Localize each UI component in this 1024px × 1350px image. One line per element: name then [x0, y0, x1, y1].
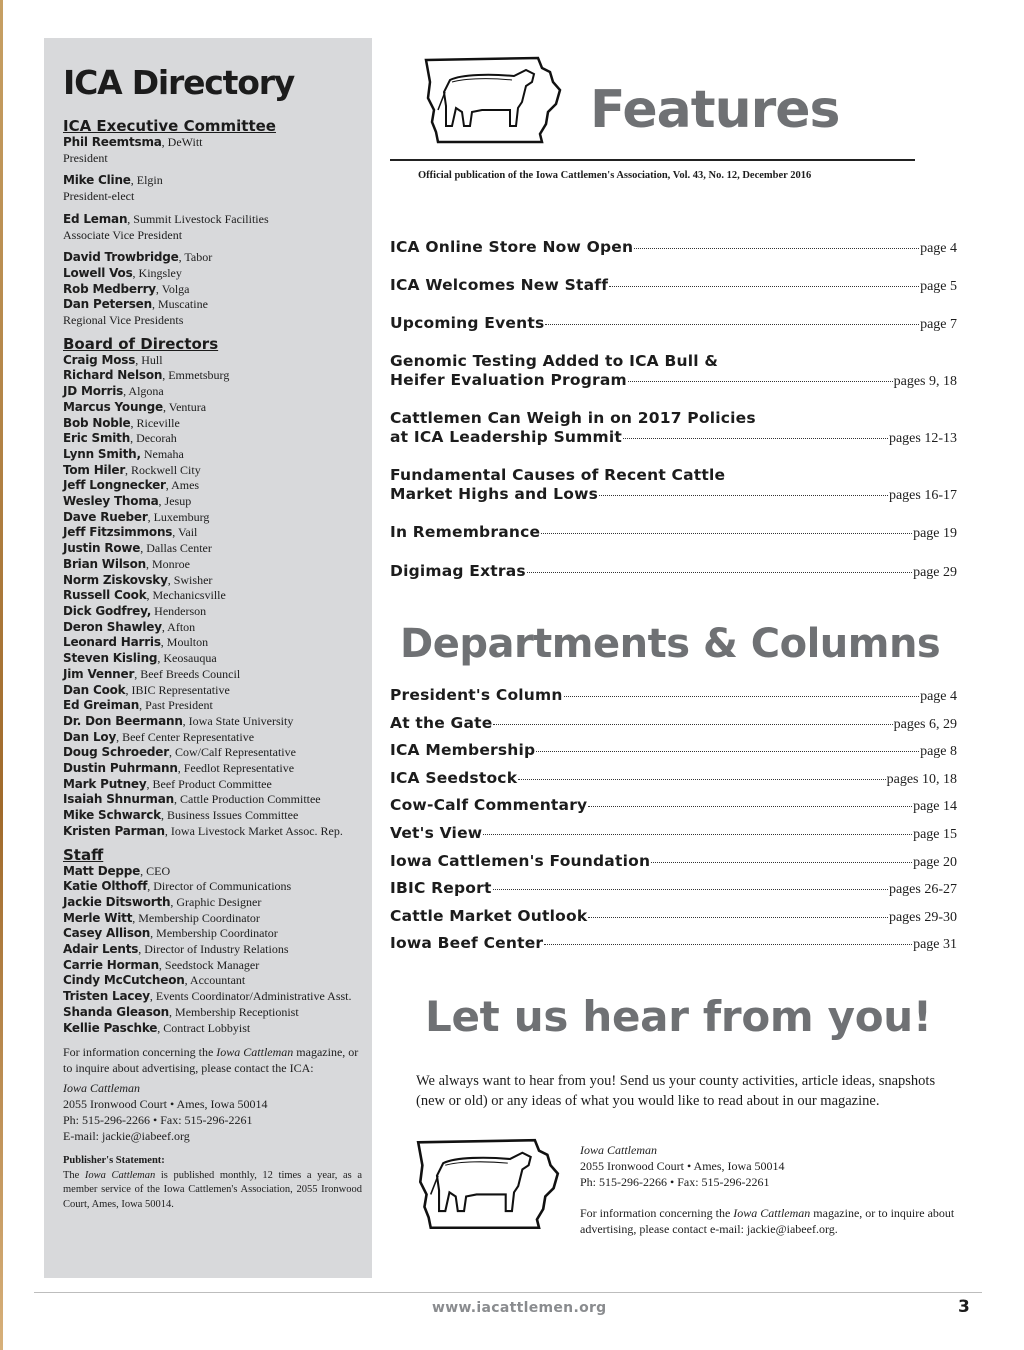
department-page: pages 26-27	[888, 882, 957, 898]
directory-person: Bob Noble, Riceville	[63, 415, 180, 430]
contact-info-intro: For information concerning the Iowa Cattleman magazine, or to inquire about advertising, please contact the ICA:	[63, 1045, 359, 1076]
directory-person: Dan Petersen, Muscatine	[63, 297, 208, 312]
directory-person: Dustin Puhrmann, Feedlot Representative	[63, 761, 295, 776]
staff-list	[63, 864, 362, 1037]
directory-person: Ed Greiman, Past President	[63, 698, 213, 713]
feature-entry[interactable]	[390, 314, 957, 333]
publisher-statement-heading: Publisher's Statement:	[63, 1155, 165, 1167]
directory-person: Lynn Smith, Nemaha	[63, 446, 184, 461]
official-publication-line: Official publication of the Iowa Cattlemen's Association, Vol. 43, No. 12, December 2016	[418, 170, 812, 181]
department-page: page 14	[913, 799, 957, 815]
directory-person: Jeff Fitzsimmons, Vail	[63, 525, 198, 540]
dot-leader	[634, 248, 919, 249]
contact-address: 2055 Ironwood Court • Ames, Iowa 50014	[63, 1097, 268, 1112]
department-title[interactable]: IBIC Report	[390, 879, 492, 898]
dot-leader	[609, 286, 919, 287]
board-heading: Board of Directors	[63, 334, 219, 353]
directory-person: Eric Smith, Decorah	[63, 431, 177, 446]
hear-from-you-text: We always want to hear from you! Send us your county activities, article ideas, snapshots (new or old) or any ideas of what you would like to read about in our magazine.	[416, 1073, 936, 1109]
directory-person: Marcus Younge, Ventura	[63, 399, 207, 414]
feature-page: pages 12-13	[888, 431, 957, 446]
executive-role: Regional Vice Presidents	[63, 313, 184, 328]
directory-person: Craig Moss, Hull	[63, 352, 163, 367]
department-entry[interactable]	[390, 879, 957, 898]
board-list	[63, 353, 362, 840]
contact-phone: Ph: 515-296-2266 • Fax: 515-296-2261	[63, 1113, 253, 1128]
department-page: page 20	[913, 854, 957, 870]
department-title[interactable]: Cow-Calf Commentary	[390, 796, 588, 815]
directory-person: Rob Medberry, Volga	[63, 281, 190, 296]
executive-group	[63, 135, 362, 166]
executive-committee-heading: ICA Executive Committee	[63, 117, 276, 135]
feature-title[interactable]: Digimag Extras	[390, 562, 526, 580]
directory-person: Matt Deppe, CEO	[63, 863, 171, 878]
feature-entry[interactable]	[390, 371, 957, 390]
department-page: page 15	[913, 827, 957, 842]
directory-person: Justin Rowe, Dallas Center	[63, 541, 212, 556]
department-title[interactable]: Cattle Market Outlook	[390, 906, 588, 925]
feature-page: page 4	[920, 241, 957, 256]
directory-title: ICA Directory	[63, 63, 295, 102]
executive-group	[63, 212, 362, 243]
directory-person: Norm Ziskovsky, Swisher	[63, 572, 213, 587]
department-entry[interactable]	[390, 714, 957, 733]
iowa-cow-logo-bottom-icon	[412, 1134, 564, 1234]
department-entry[interactable]	[390, 907, 957, 926]
department-entry[interactable]	[390, 852, 957, 871]
directory-person: Leonard Harris, Moulton	[63, 635, 209, 650]
feature-title[interactable]: Heifer Evaluation Program	[390, 371, 627, 389]
directory-person: Wesley Thoma, Jesup	[63, 494, 192, 509]
contact-block-inquiry: For information concerning the Iowa Cattleman magazine, or to inquire about advertising, please contact e-mail: jackie@iabeef.org.	[580, 1206, 955, 1236]
department-title[interactable]: Iowa Beef Center	[390, 934, 544, 953]
feature-page: pages 9, 18	[893, 374, 957, 389]
feature-title[interactable]: Upcoming Events	[390, 314, 545, 332]
features-title: Features	[590, 80, 840, 140]
dot-leader	[623, 438, 888, 439]
department-page: page 4	[920, 689, 957, 704]
directory-person: Tristen Lacey, Events Coordinator/Administrative Asst.	[63, 989, 352, 1004]
contact-email: E-mail: jackie@iabeef.org	[63, 1129, 190, 1144]
contact-block-address: 2055 Ironwood Court • Ames, Iowa 50014	[580, 1159, 785, 1173]
directory-person: Mark Putney, Beef Product Committee	[63, 776, 272, 791]
department-page: pages 10, 18	[886, 771, 957, 787]
directory-person: JD Morris, Algona	[63, 384, 164, 399]
directory-person: Dave Rueber, Luxemburg	[63, 509, 210, 524]
feature-page: pages 16-17	[888, 488, 957, 503]
feature-title[interactable]: Market Highs and Lows	[390, 485, 599, 503]
executive-group	[63, 173, 362, 204]
directory-person: Dan Cook, IBIC Representative	[63, 682, 230, 697]
department-entry[interactable]	[390, 686, 957, 705]
feature-entry[interactable]	[390, 562, 957, 581]
department-title[interactable]: President's Column	[390, 686, 563, 704]
contact-block-phone: Ph: 515-296-2266 • Fax: 515-296-2261	[580, 1175, 770, 1189]
feature-entry[interactable]	[390, 238, 957, 257]
directory-person: Phil Reemtsma, DeWitt	[63, 135, 203, 149]
directory-person: Katie Olthoff, Director of Communications	[63, 879, 292, 894]
directory-person: Isaiah Shnurman, Cattle Production Committee	[63, 792, 321, 807]
dot-leader	[483, 834, 912, 835]
department-title[interactable]: Iowa Cattlemen's Foundation	[390, 851, 651, 870]
executive-committee-list	[63, 135, 362, 329]
dot-leader	[564, 696, 919, 697]
directory-person: Deron Shawley, Afton	[63, 619, 196, 634]
department-page: page 8	[920, 744, 957, 760]
department-entry[interactable]	[390, 741, 957, 760]
executive-role: President-elect	[63, 189, 135, 204]
page-number: 3	[958, 1297, 970, 1317]
contact-block	[580, 1142, 955, 1237]
dot-leader	[493, 724, 892, 725]
department-entry[interactable]	[390, 934, 957, 953]
directory-person: David Trowbridge, Tabor	[63, 250, 213, 265]
directory-person: Carrie Horman, Seedstock Manager	[63, 957, 260, 972]
feature-title[interactable]: at ICA Leadership Summit	[390, 428, 622, 446]
executive-role: Associate Vice President	[63, 227, 183, 242]
departments-title: Departments & Columns	[400, 621, 941, 667]
dot-leader	[545, 324, 919, 325]
feature-entry[interactable]	[390, 428, 957, 447]
hear-from-you-title: Let us hear from you!	[425, 992, 932, 1041]
directory-person: Dan Loy, Beef Center Representative	[63, 729, 255, 744]
directory-person: Jackie Ditsworth, Graphic Designer	[63, 894, 262, 909]
department-page: pages 29-30	[888, 909, 957, 925]
dot-leader	[527, 572, 912, 573]
directory-person: Mike Schwarck, Business Issues Committee	[63, 808, 299, 823]
executive-group	[63, 250, 362, 329]
footer-rule	[34, 1292, 982, 1293]
feature-entry[interactable]	[390, 276, 957, 295]
feature-entry[interactable]	[390, 485, 957, 504]
directory-person: Shanda Gleason, Membership Receptionist	[63, 1004, 299, 1019]
directory-person: Kellie Paschke, Contract Lobbyist	[63, 1020, 251, 1035]
features-rule	[390, 159, 915, 161]
department-entry[interactable]	[390, 769, 957, 788]
directory-person: Dr. Don Beermann, Iowa State University	[63, 713, 294, 728]
contact-block-magazine: Iowa Cattleman	[580, 1143, 657, 1157]
feature-page: page 7	[920, 317, 957, 332]
directory-person: Merle Witt, Membership Coordinator	[63, 910, 260, 925]
directory-person: Dick Godfrey, Henderson	[63, 603, 207, 618]
directory-person: Casey Allison, Membership Coordinator	[63, 926, 278, 941]
directory-person: Jeff Longnecker, Ames	[63, 478, 200, 493]
dot-leader	[628, 381, 893, 382]
directory-person: Kristen Parman, Iowa Livestock Market Assoc. Rep.	[63, 823, 343, 838]
department-page: pages 6, 29	[893, 716, 957, 732]
directory-person: Lowell Vos, Kingsley	[63, 265, 182, 280]
directory-person: Jim Venner, Beef Breeds Council	[63, 666, 241, 681]
feature-title-line[interactable]: Genomic Testing Added to ICA Bull &	[390, 352, 719, 370]
directory-person: Cindy McCutcheon, Accountant	[63, 973, 246, 988]
ica-directory-sidebar	[44, 38, 372, 1278]
directory-person: Ed Leman, Summit Livestock Facilities	[63, 211, 269, 226]
feature-page: page 5	[920, 279, 957, 294]
department-title[interactable]: ICA Seedstock	[390, 768, 518, 787]
feature-entry[interactable]	[390, 523, 957, 542]
dot-leader	[599, 495, 888, 496]
department-title[interactable]: ICA Membership	[390, 741, 536, 760]
feature-title-line[interactable]: Cattlemen Can Weigh in on 2017 Policies	[390, 409, 756, 427]
directory-person: Brian Wilson, Monroe	[63, 556, 190, 571]
publisher-statement: Publisher's Statement: The Iowa Cattleman is published monthly, 12 times a year, as a member service of the Iowa Cattlemen's Association, 2055 Ironwood Court, Ames, Iowa 50014.	[63, 1155, 362, 1210]
dot-leader	[541, 533, 912, 534]
feature-title[interactable]: ICA Online Store Now Open	[390, 238, 634, 256]
department-page: page 31	[913, 937, 957, 953]
footer-url[interactable]: www.iacattlemen.org	[432, 1300, 607, 1316]
department-entry[interactable]	[390, 824, 957, 843]
executive-role: President	[63, 150, 108, 165]
directory-person: Steven Kisling, Keosauqua	[63, 651, 217, 666]
department-entry[interactable]	[390, 796, 957, 815]
directory-person: Tom Hiler, Rockwell City	[63, 462, 201, 477]
feature-title-line[interactable]: Fundamental Causes of Recent Cattle	[390, 466, 726, 484]
feature-title[interactable]: ICA Welcomes New Staff	[390, 276, 609, 294]
feature-title[interactable]: In Remembrance	[390, 523, 541, 541]
dot-leader	[651, 862, 912, 863]
feature-page: page 29	[913, 565, 957, 580]
dot-leader	[588, 917, 888, 918]
iowa-cow-logo-icon	[422, 52, 564, 148]
contact-magazine-name: Iowa Cattleman	[63, 1081, 140, 1096]
feature-page: page 19	[913, 526, 957, 541]
contact-info	[63, 1044, 362, 1144]
directory-person: Mike Cline, Elgin	[63, 173, 163, 188]
directory-person: Richard Nelson, Emmetsburg	[63, 368, 230, 383]
dot-leader	[518, 779, 885, 780]
staff-heading: Staff	[63, 845, 104, 864]
directory-person: Russell Cook, Mechanicsville	[63, 588, 226, 603]
dot-leader	[536, 751, 919, 752]
directory-person: Adair Lents, Director of Industry Relations	[63, 942, 289, 957]
dot-leader	[493, 889, 888, 890]
department-title[interactable]: Vet's View	[390, 824, 483, 842]
department-title[interactable]: At the Gate	[390, 713, 493, 732]
dot-leader	[588, 806, 912, 807]
page-edge-strip	[0, 0, 3, 1350]
dot-leader	[544, 944, 912, 945]
directory-person: Doug Schroeder, Cow/Calf Representative	[63, 745, 296, 760]
